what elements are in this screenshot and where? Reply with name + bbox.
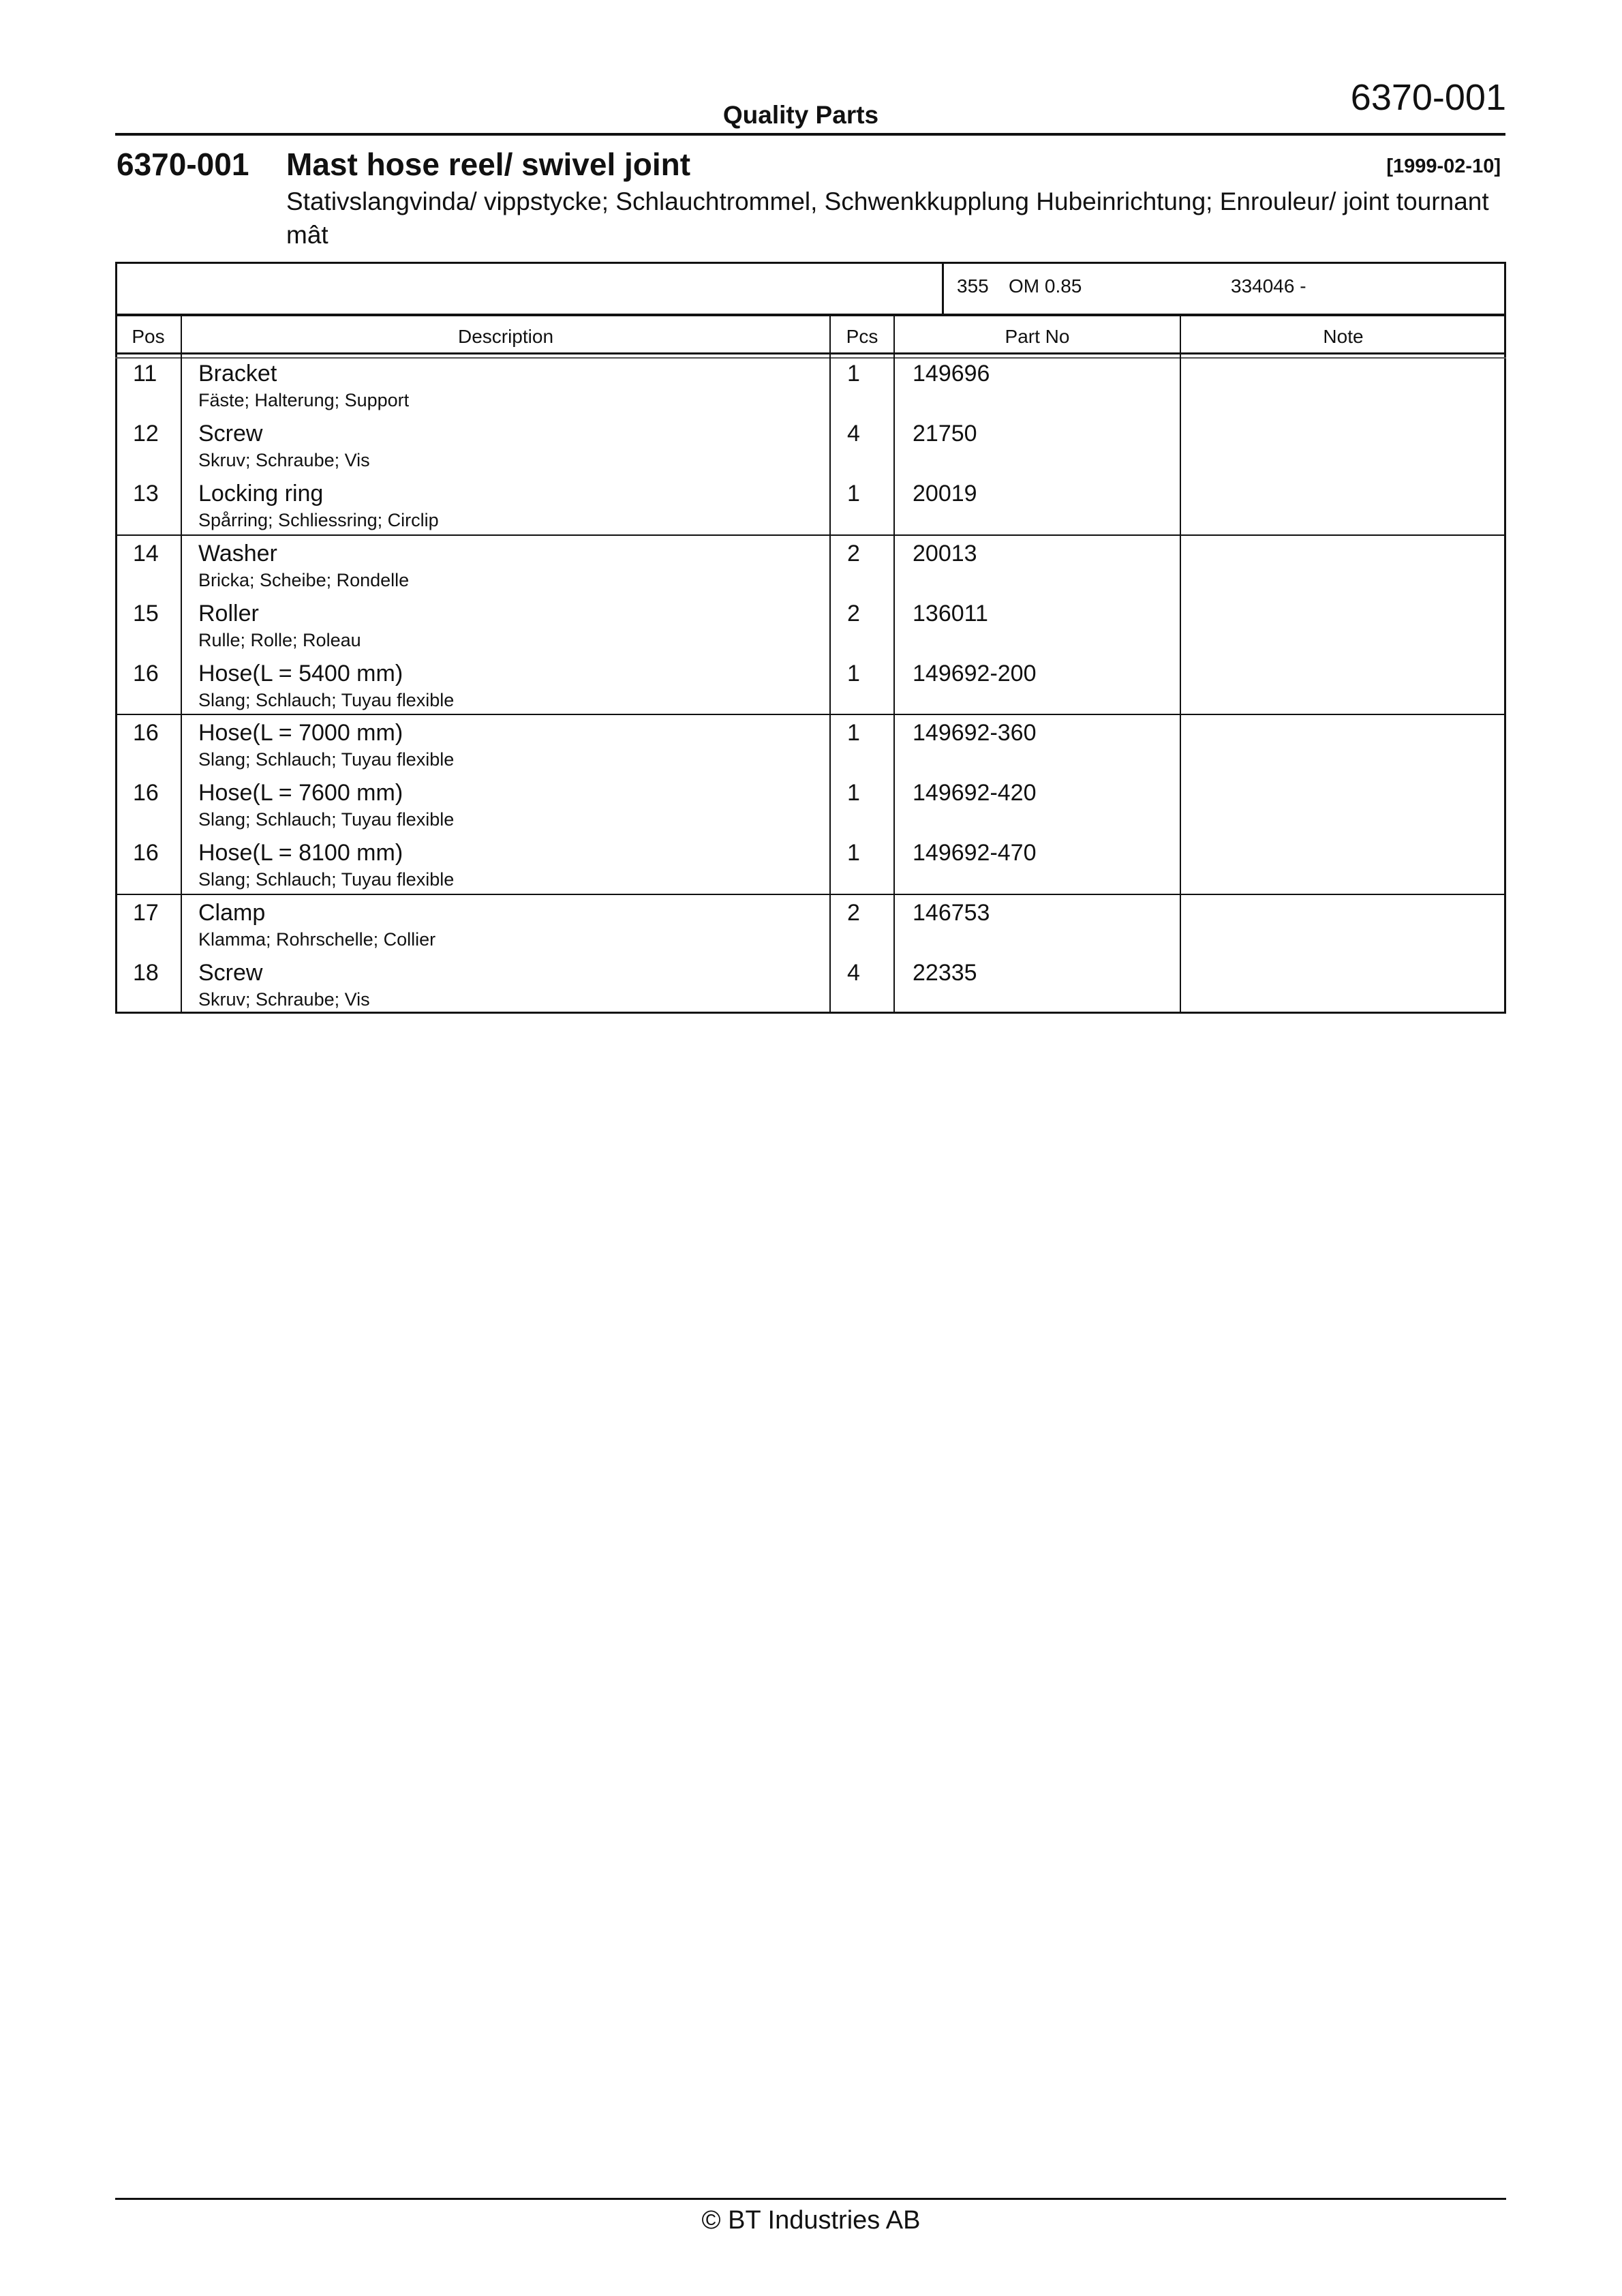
- model: 355: [957, 275, 989, 297]
- copyright: © BT Industries AB: [701, 2206, 921, 2235]
- table-row: [115, 358, 1506, 418]
- part-number: 21750: [913, 421, 977, 447]
- position: 16: [133, 840, 159, 866]
- table-row: [115, 897, 1506, 957]
- position: 11: [133, 361, 157, 387]
- part-name: Clamp: [198, 900, 266, 926]
- part-name: Washer: [198, 541, 277, 567]
- quantity: 1: [847, 720, 860, 746]
- quantity: 2: [847, 541, 860, 567]
- part-name: Hose(L = 8100 mm): [198, 840, 403, 866]
- part-translations: Slang; Schlauch; Tuyau flexible: [198, 869, 455, 890]
- part-translations: Bricka; Scheibe; Rondelle: [198, 570, 410, 590]
- position: 16: [133, 720, 159, 746]
- part-number: 20019: [913, 481, 977, 507]
- part-number: 136011: [913, 601, 988, 626]
- part-translations: Skruv; Schraube; Vis: [198, 989, 370, 1010]
- column-header-pos: Pos: [132, 326, 165, 347]
- quantity: 1: [847, 481, 860, 507]
- part-number: 149692-470: [913, 840, 1037, 866]
- position: 16: [133, 661, 159, 686]
- table-row: [115, 957, 1506, 1017]
- quantity: 2: [847, 900, 860, 926]
- position: 13: [133, 481, 159, 507]
- column-header-part-no: Part No: [1005, 326, 1070, 347]
- part-number: 20013: [913, 541, 977, 567]
- part-name: Locking ring: [198, 481, 324, 507]
- quantity: 1: [847, 661, 860, 686]
- table-row: [115, 717, 1506, 777]
- section-label: Quality Parts: [722, 101, 879, 129]
- part-translations: Slang; Schlauch; Tuyau flexible: [198, 809, 455, 830]
- part-translations: Slang; Schlauch; Tuyau flexible: [198, 690, 455, 710]
- part-number: 149692-360: [913, 720, 1037, 746]
- quantity: 4: [847, 421, 860, 447]
- part-translations: Slang; Schlauch; Tuyau flexible: [198, 749, 455, 770]
- divider: [115, 314, 1506, 316]
- column-header-pcs: Pcs: [846, 326, 878, 347]
- page-code: 6370-001: [1350, 77, 1506, 118]
- quantity: 1: [847, 361, 860, 387]
- revision-date: [1999-02-10]: [1386, 155, 1501, 177]
- table-row: [115, 837, 1506, 897]
- header-rule: [115, 133, 1505, 136]
- part-number: 149696: [913, 361, 990, 387]
- part-number: 22335: [913, 960, 977, 986]
- part-number: 149692-420: [913, 780, 1037, 806]
- part-name: Screw: [198, 421, 263, 447]
- table-row: [115, 598, 1506, 658]
- serial-range: 334046 -: [1231, 275, 1306, 297]
- column-header-note: Note: [1323, 326, 1364, 347]
- quantity: 1: [847, 780, 860, 806]
- part-name: Hose(L = 7000 mm): [198, 720, 403, 746]
- position: 17: [133, 900, 159, 926]
- table-row: [115, 538, 1506, 598]
- group-code: 6370-001: [117, 147, 249, 182]
- part-number: 149692-200: [913, 661, 1037, 686]
- table-row: [115, 658, 1506, 718]
- quantity: 2: [847, 601, 860, 626]
- variant: OM 0.85: [1009, 275, 1082, 297]
- position: 14: [133, 541, 159, 567]
- divider: [115, 352, 1506, 354]
- part-translations: Skruv; Schraube; Vis: [198, 450, 370, 470]
- part-translations: Klamma; Rohrschelle; Collier: [198, 929, 436, 950]
- position: 15: [133, 601, 159, 626]
- part-name: Bracket: [198, 361, 277, 387]
- page-title: Mast hose reel/ swivel joint: [286, 147, 691, 182]
- position: 18: [133, 960, 159, 986]
- table-row: [115, 418, 1506, 478]
- position: 12: [133, 421, 159, 447]
- part-number: 146753: [913, 900, 990, 926]
- quantity: 4: [847, 960, 860, 986]
- position: 16: [133, 780, 159, 806]
- part-translations: Rulle; Rolle; Roleau: [198, 630, 361, 650]
- part-translations: Spårring; Schliessring; Circlip: [198, 510, 439, 530]
- column-header-description: Description: [457, 326, 554, 347]
- part-name: Hose(L = 5400 mm): [198, 661, 403, 686]
- part-name: Screw: [198, 960, 263, 986]
- quantity: 1: [847, 840, 860, 866]
- table-row: [115, 478, 1506, 538]
- part-name: Hose(L = 7600 mm): [198, 780, 403, 806]
- part-translations: Fäste; Halterung; Support: [198, 390, 410, 410]
- table-row: [115, 777, 1506, 837]
- title-translations: Stativslangvinda/ vippstycke; Schlauchtrommel, Schwenkkupplung Hubeinrichtung; Enrouleur/ joint tournant mât: [286, 187, 1489, 249]
- footer-rule: [115, 2198, 1506, 2200]
- part-name: Roller: [198, 601, 259, 626]
- divider: [942, 263, 944, 316]
